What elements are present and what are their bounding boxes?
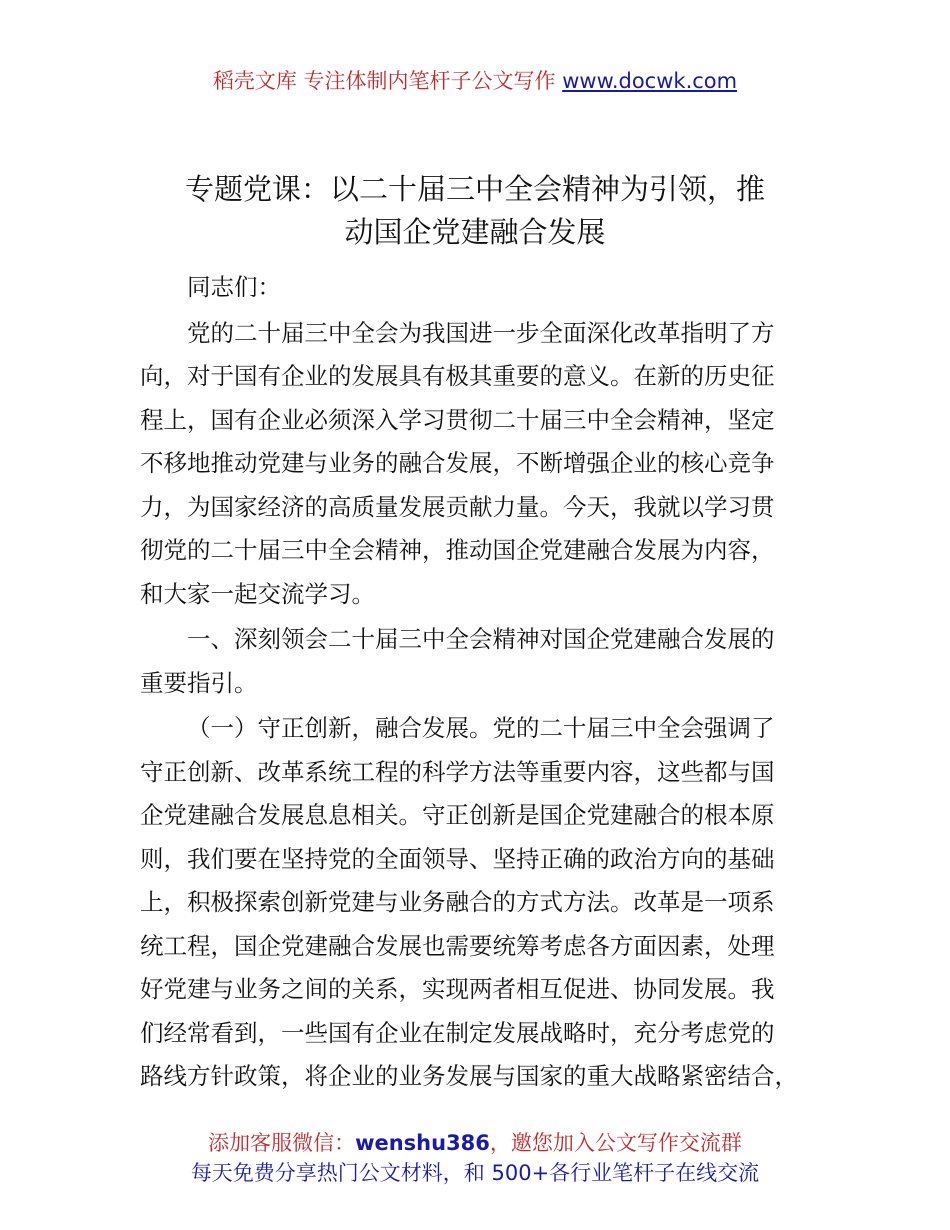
body-line: 上，积极探索创新党建与业务融合的方式方法。改革是一项系 — [140, 888, 775, 916]
footer-suffix: ，邀您加入公文写作交流群 — [489, 1131, 742, 1155]
body-line: 统工程，国企党建融合发展也需要统筹考虑各方面因素，处理 — [140, 931, 775, 960]
footer-promo — [0, 1128, 950, 1188]
title-line-2: 动国企党建融合发展 — [344, 215, 606, 249]
body-line: 向，对于国有企业的发展具有极其重要的意义。在新的历史征 — [140, 362, 775, 390]
header-brand-text: 稻壳文库 专注体制内笔杆子公文写作 — [212, 69, 563, 93]
body-line: 程上，国有企业必须深入学习贯彻二十届三中全会精神，坚定 — [140, 405, 775, 434]
footer-line-2: 每天免费分享热门公文材料，和 500+各行业笔杆子在线交流 — [190, 1161, 760, 1185]
body-line: 好党建与业务之间的关系，实现两者相互促进、协同发展。我 — [140, 975, 775, 1003]
body-line: 不移地推动党建与业务的融合发展，不断增强企业的核心竞争 — [140, 449, 775, 477]
salutation: 同志们： — [187, 273, 281, 301]
section-heading: 一、深刻领会二十届三中全会精神对国企党建融合发展的 — [187, 625, 775, 653]
section-heading-cont: 重要指引。 — [140, 668, 258, 697]
body-line: 和大家一起交流学习。 — [140, 579, 375, 608]
body-line: 则，我们要在坚持党的全面领导、坚持正确的政治方向的基础 — [140, 844, 775, 873]
footer-line-1 — [0, 1128, 950, 1158]
body-line: 党的二十届三中全会为我国进一步全面深化改革指明了方 — [187, 318, 775, 347]
footer-prefix: 添加客服微信： — [208, 1131, 356, 1155]
body-line: 力，为国家经济的高质量发展贡献力量。今天，我就以学习贯 — [140, 492, 775, 521]
body-line: 路线方针政策，将企业的业务发展与国家的重大战略紧密结合， — [140, 1062, 798, 1090]
header-banner — [0, 66, 950, 96]
document-title — [0, 168, 950, 254]
body-line: 企党建融合发展息息相关。守正创新是国企党建融合的根本原 — [140, 801, 775, 829]
footer-wechat-id: wenshu386 — [355, 1131, 490, 1155]
subsection-paragraph: （一）守正创新，融合发展。党的二十届三中全会强调了 — [187, 714, 775, 742]
body-line: 守正创新、改革系统工程的科学方法等重要内容，这些都与国 — [140, 757, 775, 786]
body-line: 彻党的二十届三中全会精神，推动国企党建融合发展为内容， — [140, 536, 775, 564]
body-line: 们经常看到，一些国有企业在制定发展战略时，充分考虑党的 — [140, 1018, 775, 1047]
document-body — [140, 266, 820, 1099]
title-line-1: 专题党课：以二十届三中全会精神为引领，推 — [184, 172, 765, 206]
header-website-link[interactable]: www.docwk.com — [562, 69, 738, 93]
